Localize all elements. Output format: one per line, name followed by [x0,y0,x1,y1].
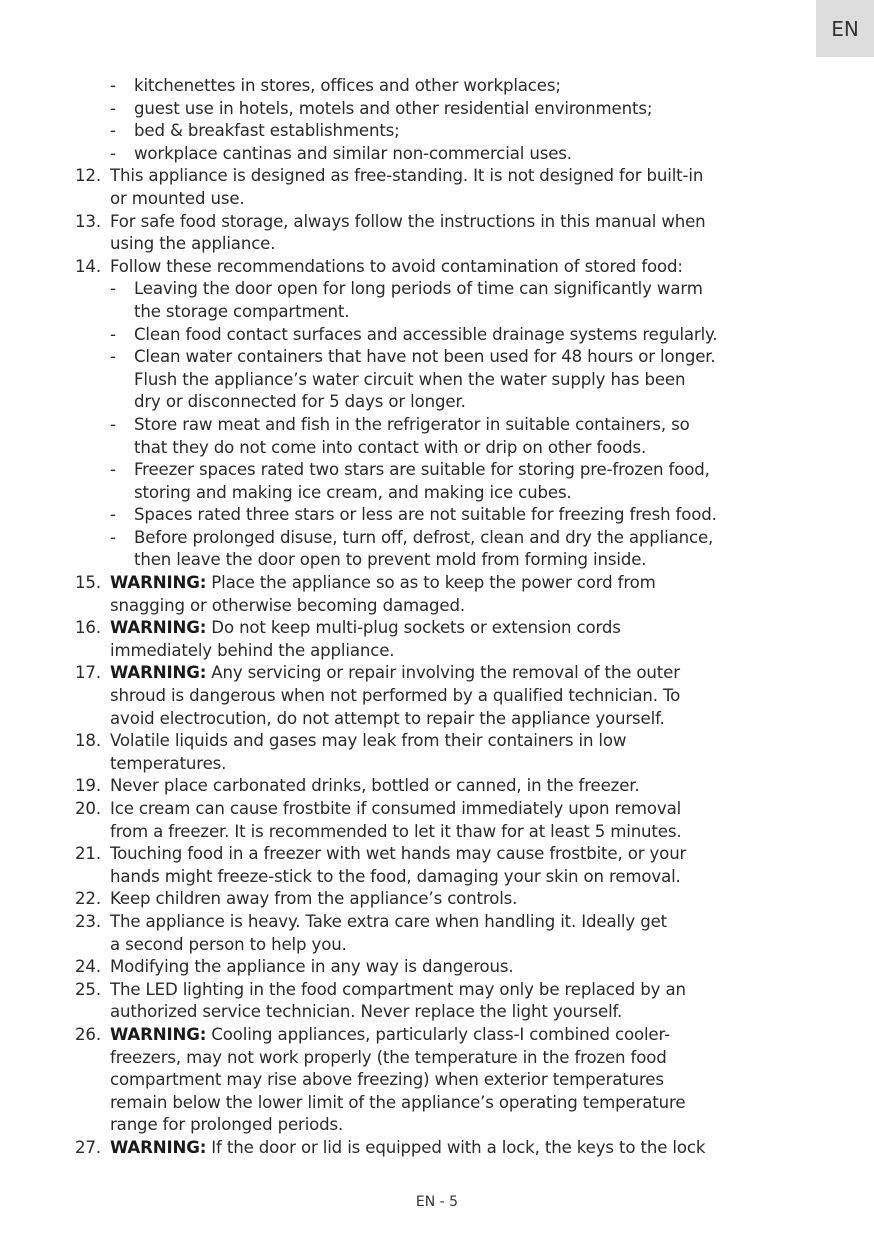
line-body: or mounted use. [110,188,245,208]
item-number: 17. [75,663,101,683]
line-text [110,233,275,256]
line-body: the storage compartment. [134,301,350,321]
item-number: 25. [75,979,101,999]
line-body: freezers, may not work properly (the temperature in the frozen food [110,1047,667,1067]
item-number: 22. [75,889,101,909]
bullet-item-start [0,504,874,527]
bullet-dash: - [110,527,116,547]
text-line [0,708,874,731]
bullet-dash: - [110,121,116,141]
line-text [134,527,713,550]
list-item-start [0,888,874,911]
line-body: shroud is dangerous when not performed by a qualified technician. To [110,686,681,706]
bullet-dash: - [110,143,116,163]
line-text [134,301,349,324]
text-line [0,1047,874,1070]
text-line [0,934,874,957]
line-text [134,75,561,98]
line-text [110,1092,685,1115]
bullet-item-start [0,459,874,482]
warning-label: WARNING: [110,618,207,638]
line-body: Store raw meat and fish in the refrigerator in suitable containers, so [134,414,690,434]
list-item-start [0,165,874,188]
line-body: This appliance is designed as free-standing. It is not designed for built-in [110,166,704,186]
warning-label: WARNING: [110,573,207,593]
line-text [110,798,681,821]
bullet-dash: - [110,414,116,434]
text-line [0,1114,874,1137]
line-body: Leaving the door open for long periods of time can significantly warm [134,279,703,299]
line-body: Touching food in a freezer with wet hands may cause frostbite, or your [110,844,687,864]
line-text [134,549,646,572]
bullet-dash: - [110,460,116,480]
list-item-start [0,911,874,934]
bullet-dash: - [110,505,116,525]
line-body: Clean food contact surfaces and accessible drainage systems regularly. [134,324,718,344]
line-text [110,821,681,844]
line-text [110,911,667,934]
list-item-start [0,798,874,821]
line-text [110,1069,664,1092]
bullet-item-start [0,75,874,98]
line-text [110,617,621,640]
line-body: Never place carbonated drinks, bottled or canned, in the freezer. [110,776,640,796]
line-body: If the door or lid is equipped with a lock, the keys to the lock [206,1137,706,1157]
line-text [110,934,347,957]
line-body: Clean water containers that have not been used for 48 hours or longer. [134,347,716,367]
line-body: kitchenettes in stores, offices and other workplaces; [134,76,561,95]
item-number: 27. [75,1137,101,1157]
line-body: workplace cantinas and similar non-commercial uses. [134,143,572,163]
line-body: Follow these recommendations to avoid contamination of stored food: [110,256,683,276]
item-number: 20. [75,799,101,818]
item-number: 21. [75,844,101,864]
item-number: 13. [75,211,101,231]
line-text [110,775,640,798]
line-text [134,391,466,414]
line-body: avoid electrocution, do not attempt to repair the appliance yourself. [110,708,665,728]
line-body: Volatile liquids and gases may leak from their containers in low [110,731,627,751]
line-body: then leave the door open to prevent mold from forming inside. [134,550,647,570]
bullet-item-start [0,98,874,121]
bullet-dash: - [110,347,116,367]
line-body: authorized service technician. Never replace the light yourself. [110,1002,623,1022]
line-text [110,979,686,1002]
text-line [0,821,874,844]
bullet-item-start [0,278,874,301]
list-item-start [0,572,874,595]
list-item-start [0,843,874,866]
line-text [110,211,706,234]
line-text [110,1137,705,1160]
list-item-start [0,211,874,234]
line-text [110,708,665,731]
item-number: 24. [75,957,101,977]
bullet-item-start [0,527,874,550]
text-line [0,549,874,572]
text-line [0,1001,874,1024]
safety-instructions-list [0,75,874,1160]
line-text [134,414,690,437]
line-text [110,662,680,685]
line-body: bed & breakfast establishments; [134,121,400,141]
bullet-dash: - [110,76,116,95]
line-text [134,324,718,347]
line-body: remain below the lower limit of the appliance’s operating temperature [110,1092,686,1112]
item-number: 14. [75,256,101,276]
text-line [0,482,874,505]
line-text [110,888,517,911]
line-body: temperatures. [110,753,227,773]
line-text [134,369,685,392]
line-text [110,956,514,979]
bullet-item-start [0,120,874,143]
line-body: Flush the appliance’s water circuit when the water supply has been [134,369,686,389]
line-body: Spaces rated three stars or less are not suitable for freezing fresh food. [134,505,717,525]
line-body: Before prolonged disuse, turn off, defrost, clean and dry the appliance, [134,527,714,547]
line-body: that they do not come into contact with or drip on other foods. [134,437,647,457]
warning-label: WARNING: [110,1137,207,1157]
line-text [110,685,680,708]
item-number: 16. [75,618,101,638]
line-text [110,1001,622,1024]
line-body: Ice cream can cause frostbite if consumed immediately upon removal [110,799,682,818]
bullet-dash: - [110,279,116,299]
line-text [110,1047,667,1070]
line-body: guest use in hotels, motels and other residential environments; [134,98,653,118]
line-text [134,482,572,505]
list-item-start [0,256,874,279]
text-line [0,391,874,414]
bullet-item-start [0,324,874,347]
line-text [134,98,652,121]
line-text [134,437,646,460]
line-text [134,120,400,143]
line-text [110,753,226,776]
bullet-item-start [0,143,874,166]
list-item-start [0,617,874,640]
line-text [134,504,717,527]
line-text [110,572,656,595]
line-text [110,188,245,211]
bullet-item-start [0,414,874,437]
line-text [134,143,572,166]
line-text [110,595,465,618]
line-body: a second person to help you. [110,934,347,954]
text-line [0,1092,874,1115]
line-text [134,346,716,369]
line-text [110,730,626,753]
text-line [0,595,874,618]
line-text [134,278,703,301]
line-body: Keep children away from the appliance’s controls. [110,889,518,909]
line-text [110,866,681,889]
text-line [0,1069,874,1092]
line-body: using the appliance. [110,234,276,254]
text-line [0,753,874,776]
line-body: The appliance is heavy. Take extra care when handling it. Ideally get [110,911,667,931]
text-line [0,188,874,211]
line-text [134,459,710,482]
item-number: 12. [75,166,101,186]
list-item-start [0,1137,874,1160]
text-line [0,233,874,256]
bullet-dash: - [110,98,116,118]
line-body: Do not keep multi-plug sockets or extension cords [206,618,621,638]
language-tab: EN [816,0,874,57]
item-number: 23. [75,911,101,931]
line-text [110,1114,343,1137]
text-line [0,866,874,889]
list-item-start [0,730,874,753]
bullet-dash: - [110,324,116,344]
text-line [0,301,874,324]
line-body: Modifying the appliance in any way is dangerous. [110,957,514,977]
line-body: Place the appliance so as to keep the power cord from [206,573,656,593]
page-number: EN - 5 [415,1194,459,1210]
line-text [110,1024,670,1047]
line-body: compartment may rise above freezing) when exterior temperatures [110,1070,664,1090]
line-body: snagging or otherwise becoming damaged. [110,595,465,615]
item-number: 18. [75,731,101,751]
item-number: 15. [75,573,101,593]
line-text [110,256,683,279]
line-text [110,843,686,866]
bullet-item-start [0,346,874,369]
warning-label: WARNING: [110,1024,207,1044]
line-body: The LED lighting in the food compartment may only be replaced by an [110,979,686,999]
warning-label: WARNING: [110,663,207,683]
line-body: Freezer spaces rated two stars are suitable for storing pre-frozen food, [134,460,710,480]
text-line [0,369,874,392]
line-body: For safe food storage, always follow the instructions in this manual when [110,211,706,231]
line-body: storing and making ice cream, and making ice cubes. [134,482,572,502]
text-line [0,640,874,663]
line-body: dry or disconnected for 5 days or longer. [134,392,466,412]
line-text [110,165,703,188]
text-line [0,437,874,460]
list-item-start [0,775,874,798]
text-line [0,685,874,708]
line-body: hands might freeze-stick to the food, damaging your skin on removal. [110,866,681,886]
item-number: 26. [75,1024,101,1044]
item-number: 19. [75,776,101,796]
list-item-start [0,979,874,1002]
line-text [110,640,394,663]
line-body: from a freezer. It is recommended to let it thaw for at least 5 minutes. [110,821,682,841]
line-body: Cooling appliances, particularly class-I combined cooler- [206,1024,670,1044]
line-body: Any servicing or repair involving the removal of the outer [206,663,680,683]
list-item-start [0,662,874,685]
list-item-start [0,956,874,979]
list-item-start [0,1024,874,1047]
line-body: range for prolonged periods. [110,1115,344,1135]
line-body: immediately behind the appliance. [110,640,395,660]
